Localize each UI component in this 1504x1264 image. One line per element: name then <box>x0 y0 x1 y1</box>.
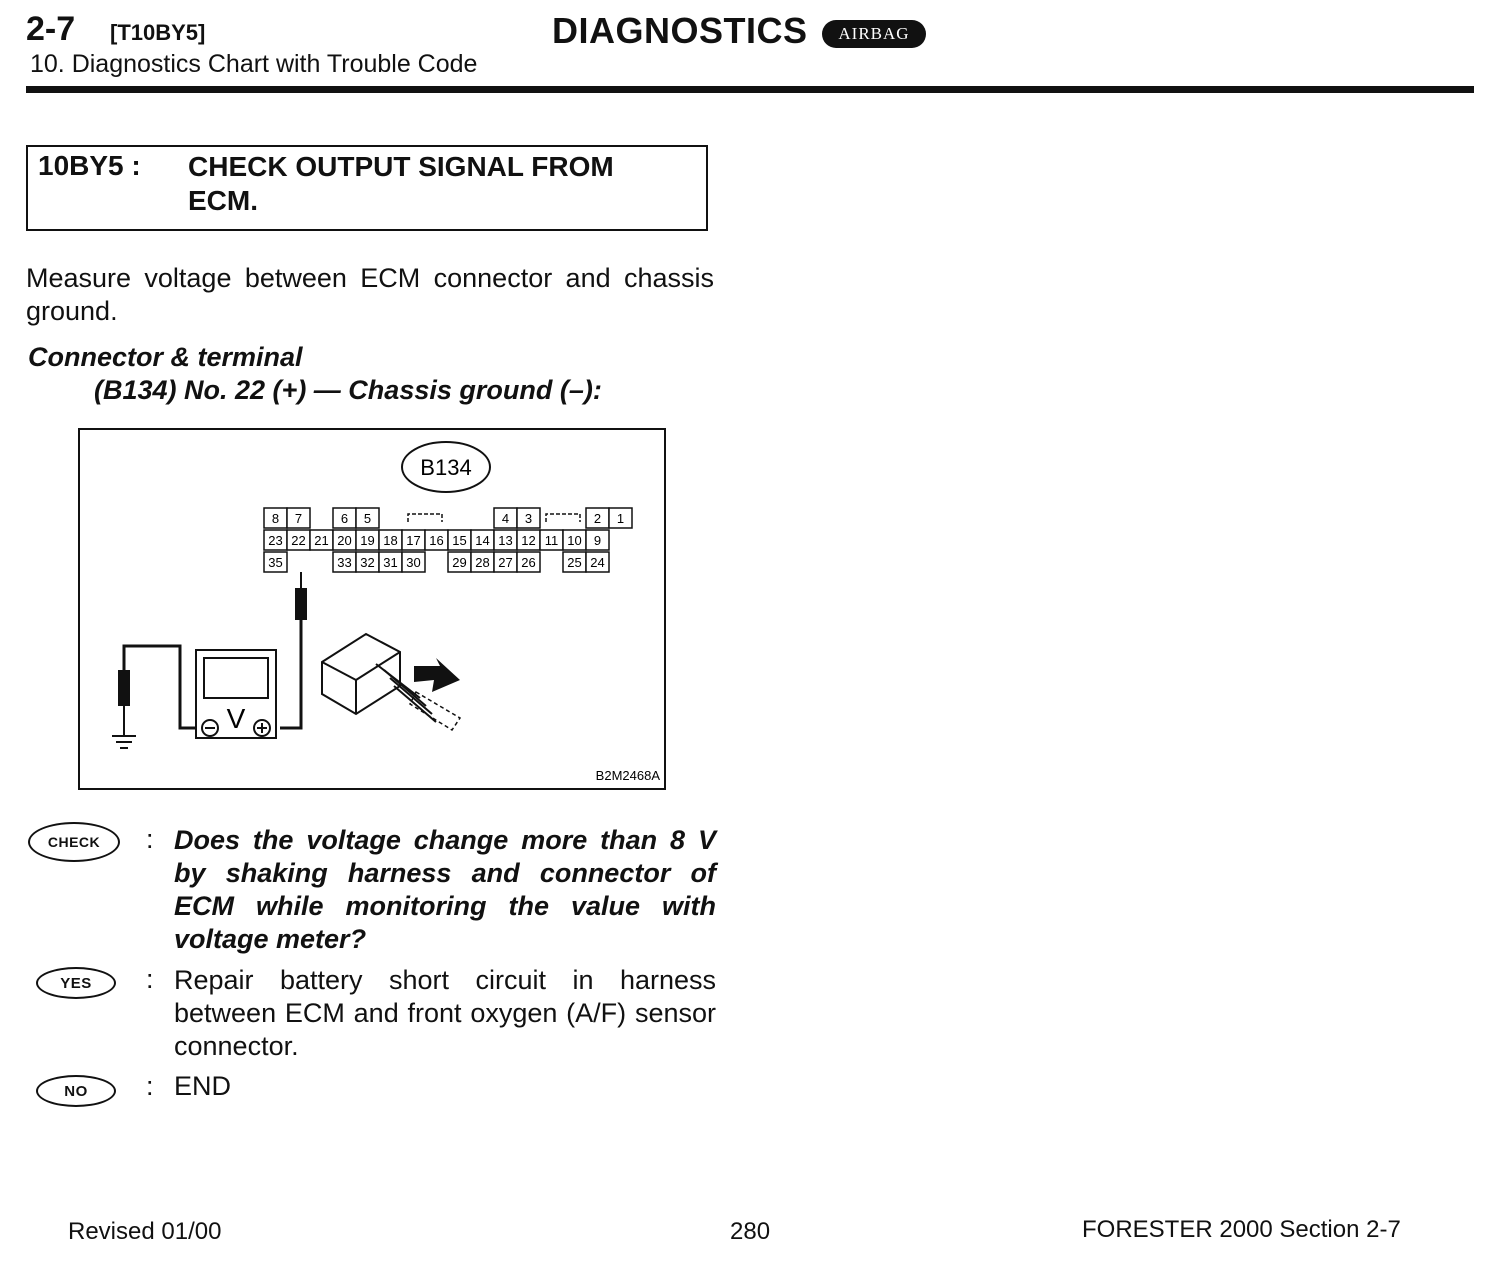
step-id: 10BY5 : <box>38 150 141 181</box>
connector-spec: (B134) No. 22 (+) — Chassis ground (–): <box>94 375 602 405</box>
terminal-label: 35 <box>268 555 283 570</box>
terminal-grid <box>264 508 632 572</box>
terminal-label: 8 <box>271 511 280 526</box>
header-rule <box>26 86 1474 93</box>
empty-cavity-bracket <box>408 514 442 522</box>
ground-icon <box>112 736 136 748</box>
step-title: CHECK OUTPUT SIGNAL FROM ECM. <box>188 151 614 216</box>
terminal-label: 15 <box>452 533 467 548</box>
terminal-label: 12 <box>521 533 536 548</box>
terminal-label: 11 <box>544 533 559 548</box>
terminal-label: 14 <box>475 533 490 548</box>
terminal-label: 26 <box>521 555 536 570</box>
page-title: DIAGNOSTICS <box>552 10 808 51</box>
model-section: FORESTER 2000 Section 2-7 <box>1082 1216 1401 1243</box>
voltmeter-symbol: V <box>226 703 246 734</box>
terminal-label: 22 <box>291 533 306 548</box>
connector-id-label: B134 <box>420 455 472 480</box>
no-action: END <box>174 1071 232 1101</box>
terminal-label: 13 <box>498 533 513 548</box>
arrow-icon <box>414 658 460 692</box>
figure-code: B2M2468A <box>595 768 660 783</box>
terminal-label: 4 <box>501 511 510 526</box>
terminal-label: 20 <box>337 533 352 548</box>
colon: : <box>146 824 154 854</box>
terminal-label: 29 <box>452 555 467 570</box>
terminal-label: 3 <box>524 511 533 526</box>
terminal-label: 16 <box>429 533 444 548</box>
terminal-label: 9 <box>593 533 602 548</box>
probe-positive <box>295 588 307 620</box>
wiring-figure <box>78 428 666 790</box>
colon: : <box>146 1071 154 1101</box>
terminal-label: 30 <box>406 555 421 570</box>
no-badge: NO <box>36 1075 116 1107</box>
terminal-label: 7 <box>294 511 303 526</box>
page-number: 280 <box>730 1218 771 1245</box>
terminal-label: 18 <box>383 533 398 548</box>
yes-action: Repair battery short circuit in harness between ECM and front oxygen (A/F) sensor connector. <box>174 965 716 1061</box>
terminal-label: 28 <box>475 555 490 570</box>
yes-badge: YES <box>36 967 116 999</box>
terminal-label: 6 <box>340 511 349 526</box>
check-badge: CHECK <box>28 822 120 862</box>
airbag-badge: AIRBAG <box>822 20 926 48</box>
connector-label: Connector & terminal <box>28 342 303 372</box>
terminal-label: 32 <box>360 555 375 570</box>
page-subtitle: 10. Diagnostics Chart with Trouble Code <box>30 50 478 78</box>
negative-lead <box>124 646 196 728</box>
terminal-label: 10 <box>567 533 582 548</box>
check-question: Does the voltage change more than 8 V by shaking harness and connector of ECM while monitoring the value with voltage meter? <box>174 825 716 954</box>
instruction-text: Measure voltage between ECM connector and chassis ground. <box>26 263 714 326</box>
terminal-label: 5 <box>363 511 372 526</box>
terminal-label: 23 <box>268 533 283 548</box>
terminal-label: 33 <box>337 555 352 570</box>
empty-cavity-bracket <box>546 514 580 522</box>
section-number: 2-7 <box>26 10 76 48</box>
section-code: [T10BY5] <box>110 20 206 45</box>
colon: : <box>146 964 154 994</box>
terminal-label: 24 <box>590 555 605 570</box>
terminal-label: 31 <box>383 555 398 570</box>
probe-negative <box>118 670 130 706</box>
revision-date: Revised 01/00 <box>68 1218 222 1245</box>
terminal-label: 25 <box>567 555 582 570</box>
positive-lead <box>280 620 301 728</box>
terminal-label: 27 <box>498 555 513 570</box>
terminal-label: 1 <box>616 511 625 526</box>
terminal-label: 2 <box>593 511 602 526</box>
terminal-label: 21 <box>314 533 329 548</box>
terminal-label: 17 <box>406 533 421 548</box>
terminal-label: 19 <box>360 533 375 548</box>
connector-diagram <box>80 430 664 788</box>
